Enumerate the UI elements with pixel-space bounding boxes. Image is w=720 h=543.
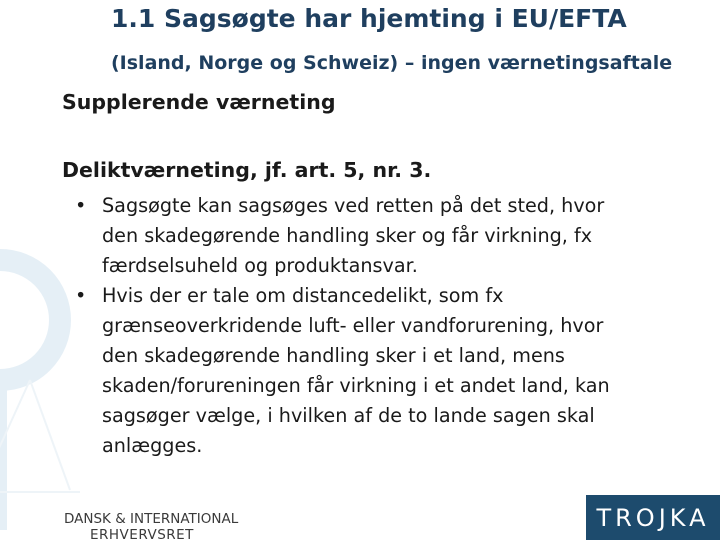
bullet-line: færdselsuheld og produktansvar. bbox=[102, 254, 418, 277]
footer-logo-line2: ERHVERVSRET bbox=[90, 527, 194, 543]
bullet-line: Sagsøgte kan sagsøges ved retten på det sted, hvor bbox=[102, 194, 605, 217]
bullet-item bbox=[62, 191, 712, 281]
slide-subtitle: (Island, Norge og Schweiz) – ingen værnetingsaftale bbox=[111, 52, 673, 74]
bullet-line: grænseoverkridende luft- eller vandforurening, hvor bbox=[102, 314, 604, 337]
bullet-dot: • bbox=[75, 284, 87, 307]
footer-logo bbox=[64, 511, 238, 543]
section-heading: Supplerende værneting bbox=[62, 90, 336, 114]
bullet-line: den skadegørende handling sker i et land, mens bbox=[102, 344, 565, 367]
bullet-item bbox=[62, 281, 712, 461]
footer-logo-line1: DANSK & INTERNATIONAL bbox=[64, 511, 239, 527]
trojka-logo: TROJKA bbox=[586, 495, 720, 540]
bullet-dot: • bbox=[75, 194, 87, 217]
bullet-line: sagsøger vælge, i hvilken af de to lande sagen skal bbox=[102, 404, 595, 427]
bullet-line: Hvis der er tale om distancedelikt, som fx bbox=[102, 284, 504, 307]
bullet-line: den skadegørende handling sker og får virkning, fx bbox=[102, 224, 593, 247]
bullet-list bbox=[62, 191, 712, 461]
body-heading: Deliktværneting, jf. art. 5, nr. 3. bbox=[62, 158, 432, 182]
bullet-line: skaden/forureningen får virkning i et andet land, kan bbox=[102, 374, 610, 397]
slide-title: 1.1 Sagsøgte har hjemting i EU/EFTA bbox=[111, 4, 627, 33]
bullet-line: anlægges. bbox=[102, 434, 203, 457]
